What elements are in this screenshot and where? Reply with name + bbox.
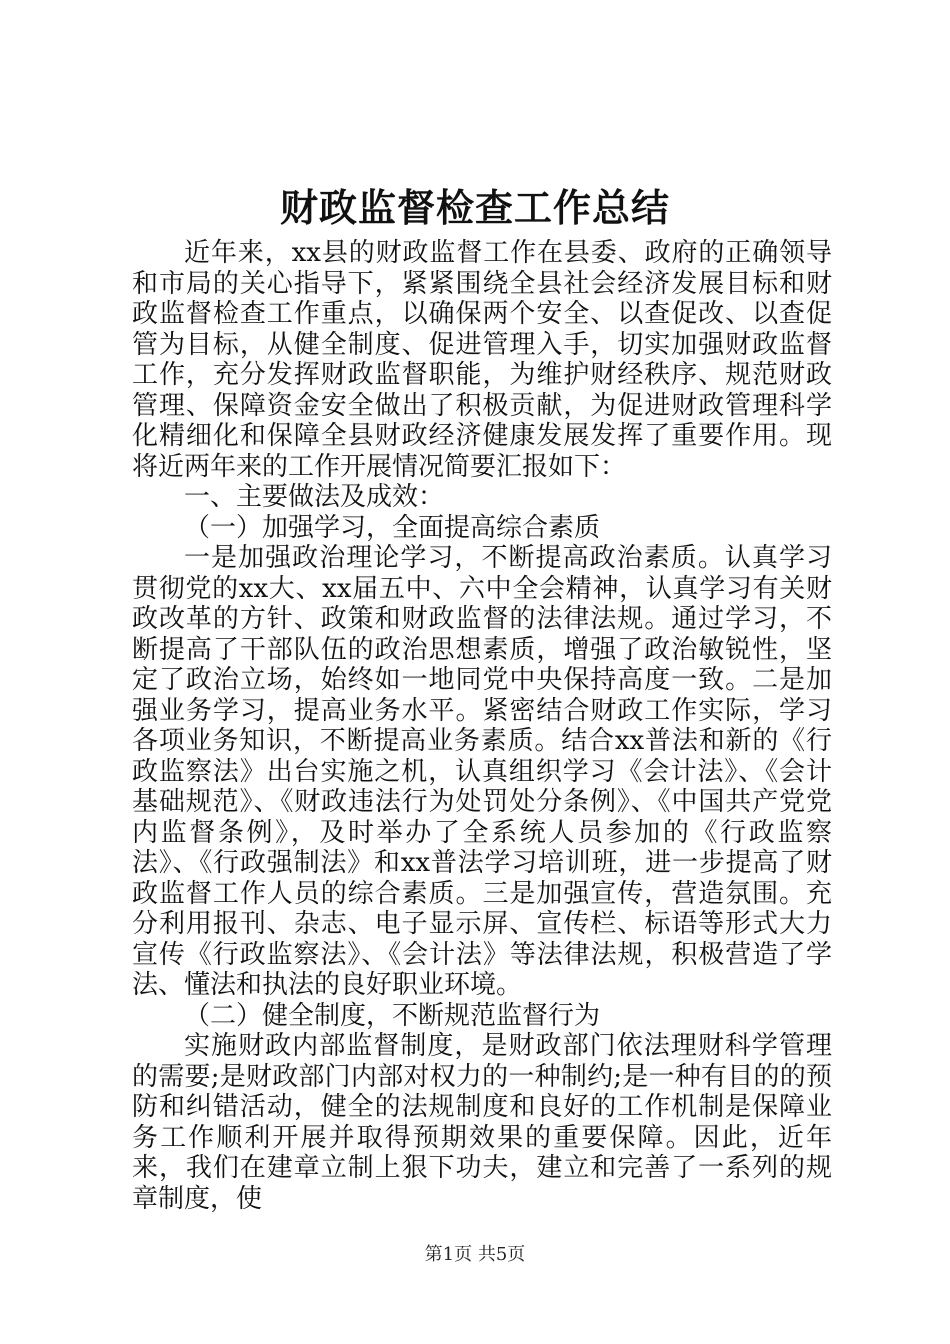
page-number-footer: 第1页 共5页 xyxy=(424,1244,526,1265)
paragraph-intro: 近年来，xx县的财政监督工作在县委、政府的正确领导和市局的关心指导下，紧紧围绕全县社会经济发展目标和财政监督检查工作重点，以确保两个安全、以查促改、以查促管为目标，从健全制度、促进管理入手，切实加强财政监督工作，充分发挥财政监督职能，为维护财经秩序、规范财政管理、保障资金安全做出了积极贡献，为促进财政管理科学化精细化和保障全县财政经济健康发展发挥了重要作用。现将近两年来的工作开展情况简要汇报如下： xyxy=(132,238,832,482)
document-title: 财政监督检查工作总结 xyxy=(279,185,670,230)
document-body xyxy=(132,238,832,1214)
section-heading-main-practices: 一、主要做法及成效： xyxy=(184,482,445,512)
subsection-heading-study: （一）加强学习，全面提高综合素质 xyxy=(184,512,601,543)
paragraph-study: 一是加强政治理论学习，不断提高政治素质。认真学习贯彻党的xx大、xx届五中、六中全会精神，认真学习有关财政改革的方针、政策和财政监督的法律法规。通过学习，不断提高了干部队伍的政治思想素质，增强了政治敏锐性，坚定了政治立场，始终如一地同党中央保持高度一致。二是加强业务学习，提高业务水平。紧密结合财政工作实际，学习各项业务知识，不断提高业务素质。结合xx普法和新的《行政监察法》出台实施之机，认真组织学习《会计法》、《会计基础规范》、《财政违法行为处罚处分条例》、《中国共产党党内监督条例》，及时举办了全系统人员参加的《行政监察法》、《行政强制法》和xx普法学习培训班，进一步提高了财政监督工作人员的综合素质。三是加强宣传，营造氛围。充分利用报刊、杂志、电子显示屏、宣传栏、标语等形式大力宣传《行政监察法》、《会计法》等法律法规，积极营造了学法、懂法和执法的良好职业环境。 xyxy=(132,543,832,1000)
paragraph-system: 实施财政内部监督制度，是财政部门依法理财科学管理的需要;是财政部门内部对权力的一种制约;是一种有目的的预防和纠错活动，健全的法规制度和良好的工作机制是保障业务工作顺利开展并取得预期效果的重要保障。因此，近年来，我们在建章立制上狠下功夫，建立和完善了一系列的规章制度，使 xyxy=(132,1031,832,1214)
subsection-heading-system: （二）健全制度，不断规范监督行为 xyxy=(184,1000,601,1031)
